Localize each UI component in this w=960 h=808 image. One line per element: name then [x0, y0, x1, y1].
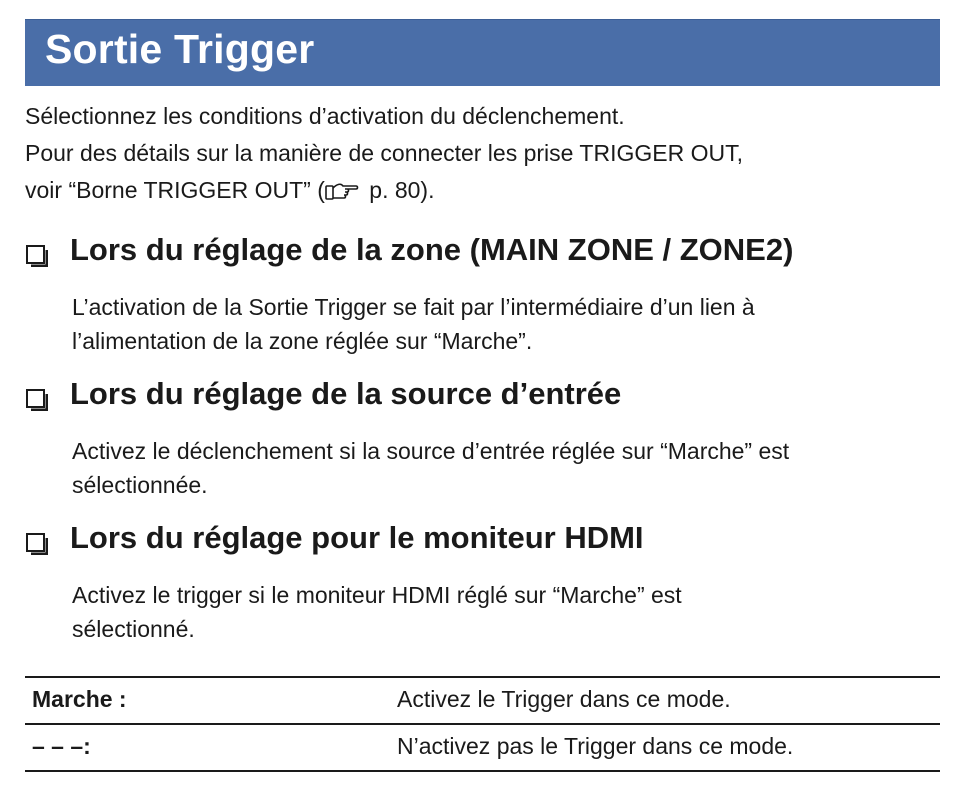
intro-line-2: Pour des détails sur la manière de connecter les prise TRIGGER OUT, — [25, 140, 743, 166]
title-bar — [25, 19, 940, 86]
checkbox-icon — [26, 383, 48, 405]
pointing-hand-icon — [325, 175, 359, 212]
table-row — [25, 676, 940, 723]
section-body-line: l’alimentation de la zone réglée sur “Marche”. — [72, 328, 533, 354]
section-heading-zone — [26, 232, 793, 268]
section-body-hdmi — [72, 578, 940, 646]
section-body-line: sélectionné. — [72, 616, 195, 642]
section-body-line: sélectionnée. — [72, 472, 208, 498]
section-body-line: L’activation de la Sortie Trigger se fait par l’intermédiaire d’un lien à — [72, 294, 755, 320]
section-body-line: Activez le déclenchement si la source d’entrée réglée sur “Marche” est — [72, 438, 790, 464]
table-key: Marche : — [32, 686, 127, 712]
intro-line-3-end: p. 80). — [362, 177, 435, 203]
table-value: N’activez pas le Trigger dans ce mode. — [397, 733, 794, 759]
section-heading-text: Lors du réglage de la zone (MAIN ZONE / ZONE2) — [70, 232, 794, 267]
section-body-source — [72, 434, 940, 502]
table-row — [25, 723, 940, 772]
checkbox-icon — [26, 239, 48, 261]
intro-line-1: Sélectionnez les conditions d’activation du déclenchement. — [25, 103, 625, 129]
page-title: Sortie Trigger — [45, 26, 315, 72]
section-heading-hdmi — [26, 520, 644, 556]
section-body-zone — [72, 290, 940, 358]
checkbox-icon — [26, 527, 48, 549]
settings-table — [25, 676, 940, 772]
intro-line-3-start: voir “Borne TRIGGER OUT” ( — [25, 177, 325, 203]
table-key: – – –: — [32, 733, 91, 759]
section-heading-text: Lors du réglage pour le moniteur HDMI — [70, 520, 644, 555]
section-body-line: Activez le trigger si le moniteur HDMI réglé sur “Marche” est — [72, 582, 682, 608]
intro-paragraph — [25, 98, 940, 212]
intro-line-3 — [25, 172, 940, 212]
table-value: Activez le Trigger dans ce mode. — [397, 686, 731, 712]
section-heading-text: Lors du réglage de la source d’entrée — [70, 376, 622, 411]
section-heading-source — [26, 376, 621, 412]
